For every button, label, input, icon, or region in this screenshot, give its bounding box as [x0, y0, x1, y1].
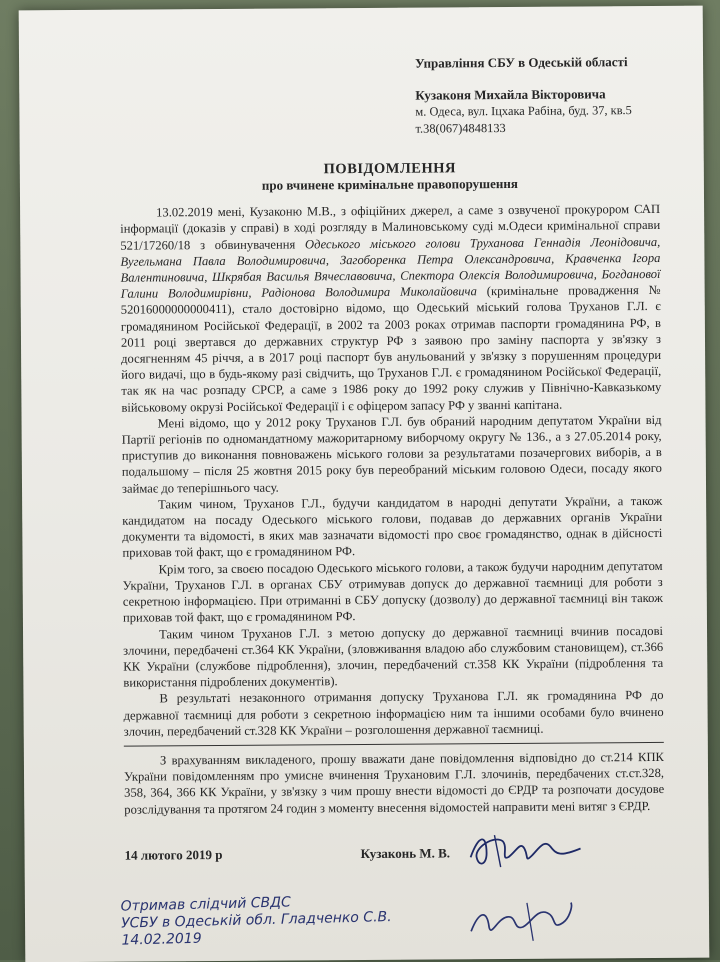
paragraph-5: Таким чином Труханов Г.Л. з метою допуску до державної таємниці вчинив посадові злочини, передбачені ст.364 КК України, (зловживання владою або службовим становищем), ст.366 КК України (службове підроблення), злочин, передбачений ст.358 КК України (підроблення та використання підроблених документів). [123, 623, 664, 690]
paragraph-6: В результаті незаконного отримання допуску Труханова Г.Л. як громадянина РФ до державної таємниці для роботи з секретною інформацією ним та іншими особами було вчинено злочин, передбачений ст.328 КК України – розголошення державної таємниці. [123, 688, 664, 739]
sender-address: м. Одеса, вул. Іцхака Рабіна, буд. 37, кв.5 [415, 103, 632, 120]
sender-phone: т.38(067)4848133 [415, 120, 506, 136]
document-body [119, 54, 665, 873]
paragraph-1-rest: (кримінальне провадження № 52016000000000411), стало достовірно відомо, що Одеський міський голова Труханов Г.Л. є громадянином Російської Федерації, в 2002 та 2003 роках отримав паспорти громадянина РФ, в 2011 році звертався до державних структур РФ з заявою про заміну паспорта у зв'язку з досягненням 45 річчя, а в 2017 році паспорт був анульований у зв'язку з порушенням процедури його видачі, що в будь-якому разі свідчить, що Труханов Г.Л. є громадянином Російської Федерації, так як на час розпаду СРСР, а саме з 1986 року до 1992 року служив у Північно-Кавказькому військовому окрузі Російської Федерації і є офіцером запасу РФ у званні капітана. [120, 283, 662, 415]
header-block [415, 54, 660, 137]
signature-name: Кузаконь М. В. [360, 845, 451, 861]
author-signature [464, 826, 584, 871]
paragraph-4: Крім того, за своєю посадою Одеського міського голови, а також будучи народним депутатом України, Труханов Г.Л. в органах СБУ отримував допуск до державної таємниці для роботи з секретною інформацією. При отриманні в СБУ допуску (дозволу) до державної таємниці він також приховав той факт, що є громадянином РФ. [122, 558, 663, 625]
sender-name: Кузаконя Михайла Вікторовича [415, 86, 606, 103]
paragraph-7: З врахуванням викладеного, прошу вважати дане повідомлення відповідно до ст.214 КПК України повідомленням про умисне вчинення Трухановим Г.Л. злочинів, передбачених ст.ст.328, 358, 364, 366 КК України, у зв'язку з чим прошу внести відомості до ЄРДР та розпочати досудове розслідування та протягом 24 годин з моменту внесення відомостей направити мені витяг з ЄРДР. [123, 749, 665, 817]
handwritten-line-3: 14.02.2019 [121, 930, 202, 949]
paragraph-1-accused: Одеського міського голови Труханова Геннадія Леонідовича, Вугельмана Павла Володимировича, Загоборенка Петра Олександровича, Кравченка Ігора Валентиновича, Шкрябая Василья Вячеславовича, Спектора Олексія Володимировича, Богданової Галини Володимирівни, Радіонова Володимира Миколайовича [120, 234, 661, 301]
divider-line [124, 742, 664, 747]
document-page [19, 6, 710, 962]
paragraph-1-intro: 13.02.2019 мені, Кузаконю М.В., з офіційних джерел, а саме з озвученої прокурором САП інформації (доказів у справі) в ході розгляду в Малиновському суді м.Одеси кримінальної справи 521/17260/18 з обвинувачення [120, 202, 661, 253]
signature-row [125, 840, 665, 874]
handwritten-line-1: Отримав слідчий СВДС [120, 894, 292, 915]
paragraph-1 [120, 201, 661, 415]
document-subtitle: про вчинене кримінальне правопорушення [261, 175, 518, 193]
handwritten-line-2: УСБУ в Одеській обл. Гладченко С.В. [120, 908, 392, 932]
paragraph-2: Мені відомо, що у 2012 року Труханов Г.Л. був обраний народним депутатом України від Партії регіонів по одномандатному мажоритарному виборчому округу № 136., а з 27.05.2014 року, приступив до виконання повноважень міського голови за результатами позачергових виборів, а в подальшому – після 25 жовтня 2015 року був переобраний міським головою Одеси, посаду якого займає до теперішнього часу. [121, 412, 662, 496]
document-title: ПОВІДОМЛЕННЯ [323, 160, 457, 178]
paragraph-3: Таким чином, Труханов Г.Л., будучи кандидатом в народні депутати України, а також кандидатом на посаду Одеського міського голови, подавав до державних органів України документи та відомості, в яких мав зазначати відомості про своє громадянство, однак в дійсності приховав той факт, що є громадянином РФ. [122, 493, 663, 561]
receiver-signature [467, 897, 577, 946]
signature-date: 14 лютого 2019 р [124, 846, 223, 863]
addressee: Управління СБУ в Одеській області [415, 54, 628, 71]
handwritten-receipt-note [120, 885, 681, 950]
